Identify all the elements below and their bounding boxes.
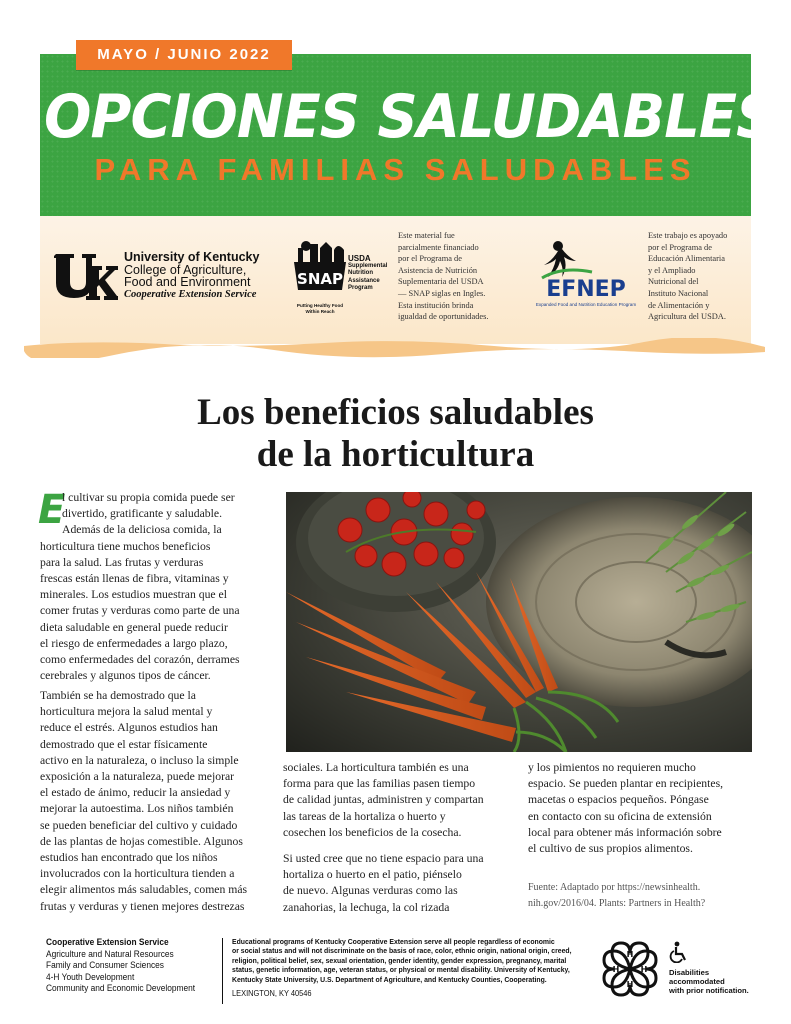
text-line: dieta saludable en general puede reducir bbox=[40, 620, 228, 634]
text-line: comer frutas y verduras como parte de una bbox=[40, 604, 240, 618]
snap-program-name bbox=[348, 255, 387, 293]
snap-note-line: Suplementaria del USDA bbox=[398, 277, 484, 287]
text-line: local para obtener más información sobre bbox=[528, 825, 722, 839]
source-line: nih.gov/2016/04. Plants: Partners in Health? bbox=[528, 898, 706, 909]
snap-note-line: por el Programa de bbox=[398, 254, 462, 264]
text-line: para la salud. Las frutas y verduras bbox=[40, 555, 204, 569]
paragraph-4 bbox=[283, 851, 515, 916]
issue-date-tag: MAYO / JUNIO 2022 bbox=[76, 40, 292, 70]
text-line: Además de la deliciosa comida, la bbox=[62, 523, 222, 537]
program-area: Community and Economic Development bbox=[46, 983, 196, 994]
text-line: sociales. La horticultura también es una bbox=[283, 761, 469, 774]
drop-cap: E bbox=[38, 487, 66, 533]
source-line: Fuente: Adaptado por https://newsinhealth. bbox=[528, 882, 701, 893]
text-line: hortaliza o huerto en el patio, piénselo bbox=[283, 868, 462, 882]
efnep-note-line: Nutricional del bbox=[648, 277, 699, 287]
snap-line-4: Program bbox=[348, 285, 373, 291]
statement-line: or social status and will not discriminate on the basis of race, color, ethnic origin, national origin, creed, bbox=[232, 946, 572, 956]
newsletter-subtitle: PARA FAMILIAS SALUDABLES bbox=[94, 152, 697, 187]
text-line: como enfermedades del corazón, derrames bbox=[40, 653, 240, 667]
article-column-2 bbox=[283, 760, 515, 916]
headline-line-2: de la horticultura bbox=[256, 434, 535, 475]
efnep-note-line: por el Programa de bbox=[648, 242, 712, 252]
efnep-note-line: Agricultura del USDA. bbox=[648, 312, 726, 322]
text-line: También se ha demostrado que la bbox=[40, 689, 196, 702]
svg-text:H: H bbox=[612, 965, 620, 974]
text-line: l cultivar su propia comida puede ser bbox=[62, 491, 235, 504]
text-line: horticultura tiene muchos beneficios bbox=[40, 539, 211, 553]
text-line: frutas y verduras y tienen mejores destrezas bbox=[40, 899, 245, 913]
footer-address: LEXINGTON, KY 40546 bbox=[232, 989, 312, 999]
statement-line: status, genetic information, age, veteran status, or physical or mental disability. University of Kentucky, bbox=[232, 965, 570, 975]
text-line: se pueden beneficiar del cultivo y cuidado bbox=[40, 818, 238, 832]
text-line: las tareas de la hortaliza o huerto y bbox=[283, 809, 446, 823]
uk-college-name bbox=[124, 251, 259, 302]
text-line: activo en la naturaleza, o incluso la simple bbox=[40, 753, 239, 767]
text-line: minerales. Los estudios muestran que el bbox=[40, 588, 227, 602]
source-citation bbox=[528, 880, 758, 912]
statement-line: Educational programs of Kentucky Cooperative Extension serve all people regardless of economic bbox=[232, 937, 555, 946]
paragraph-3 bbox=[283, 760, 515, 841]
efnep-note-line: Instituto Nacional bbox=[648, 288, 709, 298]
article-paragraph-2 bbox=[40, 688, 270, 915]
efnep-note-line: Educación Alimentaria bbox=[648, 254, 725, 264]
text-line: exposición a la naturaleza, puede mejorar bbox=[40, 770, 235, 784]
text-line: macetas o espacios pequeños. Póngase bbox=[528, 793, 709, 807]
snap-line-1: Supplemental bbox=[348, 262, 388, 269]
program-area: Cooperative Extension Service bbox=[46, 937, 169, 947]
svg-text:SNAP: SNAP bbox=[297, 270, 343, 288]
snap-tagline bbox=[290, 303, 350, 314]
usda-label: USDA bbox=[348, 254, 371, 263]
accessibility-icon bbox=[669, 941, 687, 963]
vegetables-photo bbox=[286, 492, 752, 752]
text-line: el riesgo de enfermedades a largo plazo, bbox=[40, 636, 228, 650]
text-line: zanahorias, la lechuga, la col rizada bbox=[283, 900, 450, 914]
accessibility-line: Disabilities bbox=[669, 968, 710, 977]
efnep-note-line: y el Ampliado bbox=[648, 265, 696, 275]
svg-text:EFNEP: EFNEP bbox=[546, 277, 626, 302]
snap-note-line: parcialmente financiado bbox=[398, 242, 479, 252]
text-line: estudios han encontrado que los niños bbox=[40, 851, 218, 865]
accessibility-line: accommodated bbox=[669, 977, 725, 986]
text-line: reduce el estrés. Algunos estudios han bbox=[40, 721, 218, 735]
snap-note-line: igualdad de oportunidades. bbox=[398, 312, 489, 322]
snap-note-line: Este material fue bbox=[398, 231, 455, 240]
efnep-note-line: Este trabajo es apoyado bbox=[648, 231, 728, 240]
text-line: demostrado que el estar físicamente bbox=[40, 737, 208, 751]
svg-text:H: H bbox=[640, 965, 648, 974]
snap-line-2: Nutrition bbox=[348, 270, 373, 276]
text-line: el cultivo de sus propios alimentos. bbox=[528, 842, 693, 856]
accessibility-line: with prior notification. bbox=[669, 986, 749, 995]
newsletter-title: OPCIONES SALUDABLES bbox=[44, 82, 776, 152]
snap-note-line: Esta institución brinda bbox=[398, 300, 474, 310]
text-line: Si usted cree que no tiene espacio para una bbox=[283, 852, 484, 866]
uk-logo-icon bbox=[54, 252, 118, 300]
efnep-logo-icon bbox=[536, 238, 636, 312]
text-line: espacio. Se pueden plantar en recipientes, bbox=[528, 777, 724, 791]
program-area: Family and Consumer Sciences bbox=[46, 960, 164, 971]
text-line: y los pimientos no requieren mucho bbox=[528, 761, 696, 774]
text-line: forma para que las familias pasen tiempo bbox=[283, 777, 476, 791]
efnep-funding-note bbox=[648, 230, 748, 323]
4h-clover-icon bbox=[598, 937, 662, 1003]
text-line: cerebrales y algunos tipos de cáncer. bbox=[40, 669, 211, 683]
statement-line: Kentucky State University, U.S. Department of Agriculture, and Kentucky Counties, Cooperating. bbox=[232, 974, 547, 984]
svg-text:H: H bbox=[626, 980, 634, 989]
program-areas-list bbox=[46, 937, 195, 995]
uk-line-4: Cooperative Extension Service bbox=[124, 289, 257, 300]
snap-line-3: Assistance bbox=[348, 277, 380, 284]
uk-line-1: University of Kentucky bbox=[124, 250, 260, 264]
text-line: de nuevo. Algunas verduras como las bbox=[283, 884, 458, 898]
text-line: involucrados con la horticultura tienden a bbox=[40, 867, 235, 881]
snap-funding-note bbox=[398, 230, 514, 323]
text-line: mejorar la autoestima. Los niños también bbox=[40, 802, 234, 816]
text-line: en contacto con su oficina de extensión bbox=[528, 809, 712, 823]
program-area: Agriculture and Natural Resources bbox=[46, 948, 174, 959]
program-area: 4-H Youth Development bbox=[46, 971, 135, 982]
uk-line-2: College of Agriculture, bbox=[124, 263, 247, 277]
footer-divider bbox=[222, 938, 223, 1004]
snap-caption-1: Putting Healthy Food bbox=[296, 303, 344, 308]
text-line: el estado de ánimo, reducir la ansiedad y bbox=[40, 786, 231, 800]
article-paragraph-1 bbox=[38, 487, 270, 684]
snap-caption-2: Within Reach bbox=[305, 308, 335, 314]
snap-note-line: — SNAP siglas en Ingles. bbox=[398, 288, 486, 298]
accessibility-note bbox=[669, 968, 749, 995]
text-line: horticultura mejora la salud mental y bbox=[40, 705, 213, 719]
snap-note-line: Asistencia de Nutrición bbox=[398, 265, 478, 275]
efnep-note-line: de Alimentación y bbox=[648, 300, 710, 310]
headline-line-1: Los beneficios saludables bbox=[197, 392, 594, 433]
svg-text:Expanded Food and Nutrition Ed: Expanded Food and Nutrition Education Program bbox=[536, 302, 636, 307]
statement-line: religion, political belief, sex, sexual orientation, gender identity, gender expression, pregnancy, marital bbox=[232, 955, 567, 965]
article-headline bbox=[40, 392, 751, 476]
uk-line-3: Food and Environment bbox=[124, 275, 251, 289]
svg-text:H: H bbox=[626, 950, 634, 959]
text-line: frescas están llenas de fibra, vitaminas y bbox=[40, 572, 229, 586]
nondiscrimination-statement bbox=[232, 937, 572, 999]
brush-stroke-divider bbox=[24, 338, 765, 358]
article-column-3 bbox=[528, 760, 758, 857]
text-line: de calidad juntas, administren y compartan bbox=[283, 793, 484, 807]
text-line: elegir alimentos más saludables, comen más bbox=[40, 883, 248, 897]
text-line: de las plantas de hojas comestible. Algunos bbox=[40, 834, 243, 848]
text-line: divertido, gratificante y saludable. bbox=[62, 507, 222, 521]
text-line: cosechen los beneficios de la cosecha. bbox=[283, 825, 462, 839]
